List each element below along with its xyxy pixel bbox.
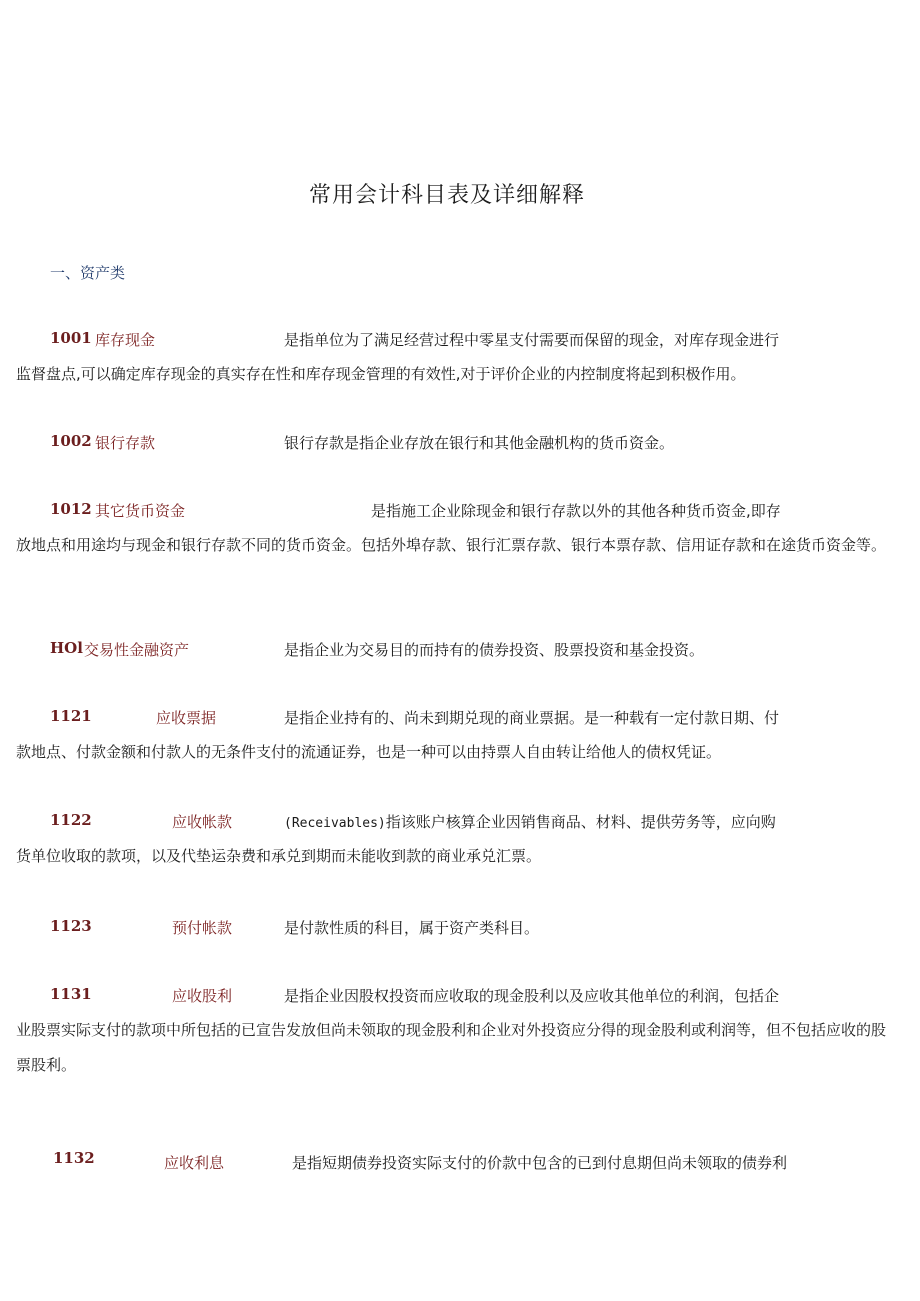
account-description: 是指企业为交易目的而持有的债券投资、股票投资和基金投资。 xyxy=(284,641,705,659)
account-description: 是指短期债券投资实际支付的价款中包含的已到付息期但尚未领取的债券利 xyxy=(292,1154,788,1172)
account-description: 是指施工企业除现金和银行存款以外的其他各种货币资金,即存 xyxy=(371,502,781,520)
account-name: 其它货币资金 xyxy=(95,502,186,520)
account-code: 1131 xyxy=(50,985,92,1003)
account-description: 是指企业持有的、尚未到期兑现的商业票据。是一种载有一定付款日期、付 xyxy=(284,709,780,727)
account-name: 应收帐款 xyxy=(172,813,233,831)
account-code: 1001 xyxy=(50,329,92,347)
account-name: 库存现金 xyxy=(95,331,156,349)
account-name: 预付帐款 xyxy=(172,919,233,937)
account-name: 应收票据 xyxy=(156,709,217,727)
account-code: 1132 xyxy=(53,1149,95,1167)
account-name: 应收股利 xyxy=(172,987,233,1005)
account-description-continued: 业股票实际支付的款项中所包括的已宣告发放但尚未领取的现金股利和企业对外投资应分得的现金股利或利润等，但不包括应收的股票股利。 xyxy=(16,1021,887,1074)
account-description-text: 指该账户核算企业因销售商品、材料、提供劳务等，应向购 xyxy=(385,813,776,831)
english-term: (Receivables) xyxy=(284,816,386,831)
account-code: 1002 xyxy=(50,432,92,450)
account-description-continued: 放地点和用途均与现金和银行存款不同的货币资金。包括外埠存款、银行汇票存款、银行本票存款、信用证存款和在途货币资金等。 xyxy=(16,536,887,554)
account-code: 1123 xyxy=(50,917,92,935)
account-description: 银行存款是指企业存放在银行和其他金融机构的货币资金。 xyxy=(284,434,675,452)
account-description: 是付款性质的科目，属于资产类科目。 xyxy=(284,919,540,937)
account-code: 1122 xyxy=(50,811,92,829)
account-description-continued: 款地点、付款金额和付款人的无条件支付的流通证券，也是一种可以由持票人自由转让给他人的债权凭证。 xyxy=(16,743,722,761)
account-name: 应收利息 xyxy=(164,1154,225,1172)
account-description: 是指企业因股权投资而应收取的现金股利以及应收其他单位的利润，包括企 xyxy=(284,987,780,1005)
account-name: 银行存款 xyxy=(95,434,156,452)
account-description xyxy=(284,811,776,832)
section-heading: 一、资产类 xyxy=(50,264,126,282)
account-code: 1121 xyxy=(50,707,92,725)
account-description-continued: 监督盘点,可以确定库存现金的真实存在性和库存现金管理的有效性,对于评价企业的内控制度将起到积极作用。 xyxy=(16,365,746,383)
account-name: 交易性金融资产 xyxy=(84,641,190,659)
account-description: 是指单位为了满足经营过程中零星支付需要而保留的现金，对库存现金进行 xyxy=(284,331,780,349)
document-title: 常用会计科目表及详细解释 xyxy=(308,183,585,208)
account-description-continued: 货单位收取的款项，以及代垫运杂费和承兑到期而未能收到款的商业承兑汇票。 xyxy=(16,847,542,865)
account-code: HOl xyxy=(50,639,83,657)
account-code: 1012 xyxy=(50,500,92,518)
